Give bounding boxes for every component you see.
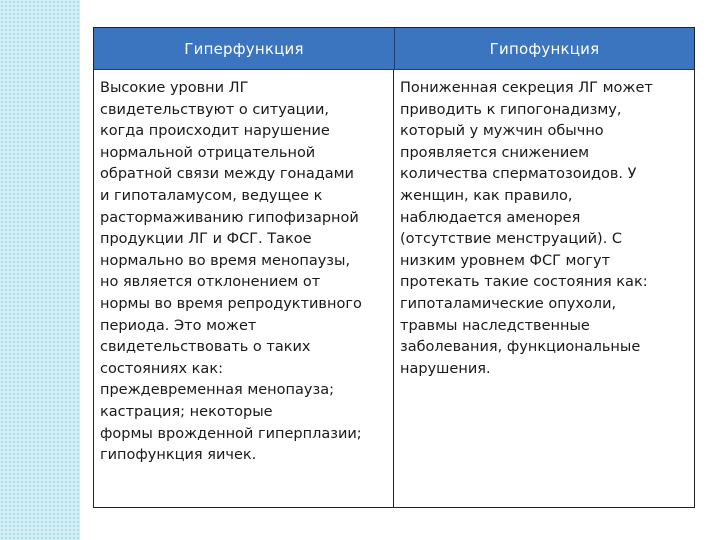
text-line: нормально во время менопаузы,	[100, 252, 351, 269]
header-hyperfunction: Гиперфункция	[94, 28, 395, 69]
text-line: проявляется снижением	[400, 144, 590, 161]
text-line: преждевременная менопауза;	[100, 382, 334, 399]
text-line: гипоталамические опухоли,	[400, 295, 617, 312]
text-line: заболевания, функциональные	[400, 339, 641, 356]
text-line: но является отклонением от	[100, 274, 321, 291]
text-line: нарушения.	[400, 360, 491, 377]
text-line: нормы во время репродуктивного	[100, 295, 362, 312]
text-line: Высокие уровни ЛГ	[100, 80, 249, 96]
text-line: растормаживанию гипофизарной	[100, 209, 359, 226]
text-line: приводить к гипогонадизму,	[400, 101, 622, 118]
text-line: гипофункция яичек.	[100, 447, 257, 464]
decorative-side-strip	[0, 0, 80, 540]
text-line: формы врожденной гиперплазии;	[100, 425, 362, 442]
comparison-table	[93, 27, 695, 508]
text-line: кастрация; некоторые	[100, 403, 273, 420]
text-line: наблюдается аменорея	[400, 209, 581, 226]
hyperfunction-description	[94, 70, 394, 507]
text-line: количества сперматозоидов. У	[400, 166, 637, 183]
text-line: свидетельствуют о ситуации,	[100, 101, 329, 118]
text-line: и гипоталамусом, ведущее к	[100, 187, 323, 204]
text-line: (отсутствие менструаций). С	[400, 231, 623, 248]
text-line: обратной связи между гонадами	[100, 166, 354, 183]
hypofunction-description	[394, 70, 694, 507]
text-line: нормальной отрицательной	[100, 144, 316, 161]
table-body-row	[94, 70, 694, 507]
text-line: женщин, как правило,	[400, 187, 573, 204]
text-line: периода. Это может	[100, 317, 257, 334]
text-line: Пониженная секреция ЛГ может	[400, 80, 653, 96]
text-line: низким уровнем ФСГ могут	[400, 252, 611, 269]
text-line: травмы наследственные	[400, 317, 590, 334]
text-line: когда происходит нарушение	[100, 123, 330, 140]
text-line: который у мужчин обычно	[400, 123, 604, 140]
text-line: протекать такие состояния как:	[400, 274, 648, 291]
text-line: продукции ЛГ и ФСГ. Такое	[100, 231, 312, 248]
table-header-row	[94, 28, 694, 70]
header-hypofunction: Гипофункция	[489, 39, 600, 58]
text-line: свидетельствовать о таких	[100, 339, 311, 356]
text-line: состояниях как:	[100, 360, 223, 377]
